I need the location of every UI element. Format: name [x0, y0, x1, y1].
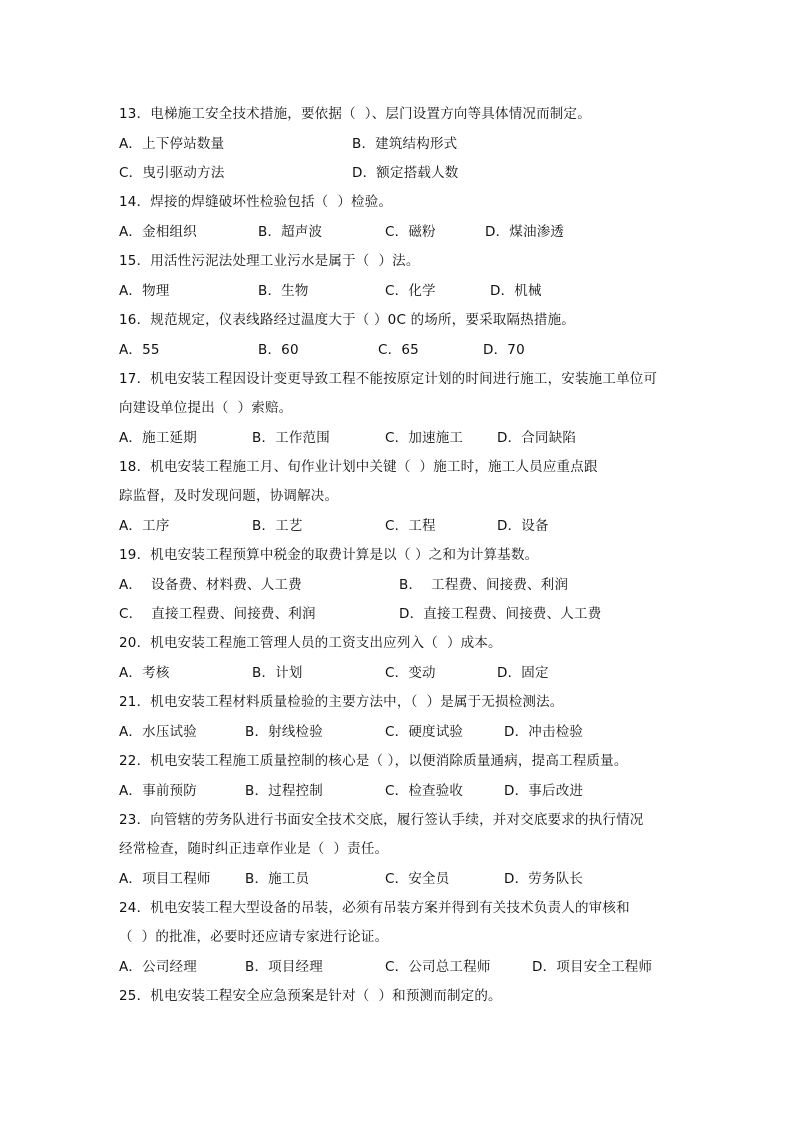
question-19-option-c: C． 直接工程费、间接费、利润 [119, 606, 316, 622]
question-23-option-b: B．施工员 [245, 871, 310, 887]
question-16-stem: 16．规范规定，仪表线路经过温度大于（ ）0C 的场所，要采取隔热措施。 [119, 312, 575, 328]
question-15-option-c: C．化学 [385, 283, 436, 299]
question-22-stem: 22．机电安装工程施工质量控制的核心是（ ），以便消除质量通病，提高工程质量。 [119, 753, 628, 769]
question-19-option-a: A． 设备费、材料费、人工费 [119, 577, 302, 593]
question-20-option-b: B．计划 [252, 665, 303, 681]
question-18-stem-line-2: 踪监督，及时发现问题，协调解决。 [119, 488, 339, 504]
question-15-option-a: A．物理 [119, 283, 170, 299]
question-13-option-d: D．额定搭载人数 [352, 165, 459, 181]
question-18-option-c: C．工程 [385, 518, 436, 534]
question-23-option-c: C．安全员 [385, 871, 450, 887]
question-19-stem: 19．机电安装工程预算中税金的取费计算是以（ ）之和为计算基数。 [119, 547, 539, 563]
question-18-option-b: B．工艺 [252, 518, 303, 534]
question-13-option-a: A．上下停站数量 [119, 136, 225, 152]
question-18-option-d: D．设备 [497, 518, 549, 534]
question-15-option-d: D．机械 [490, 283, 542, 299]
question-18-option-a: A．工序 [119, 518, 170, 534]
question-17-option-c: C．加速施工 [385, 430, 464, 446]
question-14-stem: 14．焊接的焊缝破坏性检验包括（ ）检验。 [119, 194, 393, 210]
question-21-option-d: D．冲击检验 [504, 724, 584, 740]
question-15-option-b: B．生物 [258, 283, 309, 299]
question-18-stem-line-1: 18．机电安装工程施工月、旬作业计划中关键（ ）施工时，施工人员应重点跟 [119, 459, 598, 475]
question-21-stem: 21．机电安装工程材料质量检验的主要方法中，（ ）是属于无损检测法。 [119, 694, 564, 710]
question-13-option-c: C．曳引驱动方法 [119, 165, 225, 181]
question-17-stem-line-1: 17．机电安装工程因设计变更导致工程不能按原定计划的时间进行施工，安装施工单位可 [119, 371, 658, 387]
question-24-option-b: B．项目经理 [245, 959, 323, 975]
question-23-stem-line-1: 23．向管辖的劳务队进行书面安全技术交底，履行签认手续，并对交底要求的执行情况 [119, 812, 644, 828]
question-13-stem: 13．电梯施工安全技术措施，要依据（ ）、层门设置方向等具体情况而制定。 [119, 106, 591, 122]
question-14-option-a: A．金相组织 [119, 224, 197, 240]
question-16-option-a: A．55 [119, 342, 160, 358]
question-17-option-a: A．施工延期 [119, 430, 197, 446]
question-24-option-a: A．公司经理 [119, 959, 197, 975]
question-21-option-b: B．射线检验 [245, 724, 323, 740]
question-23-option-d: D．劳务队长 [504, 871, 584, 887]
question-20-option-d: D．固定 [497, 665, 549, 681]
question-21-option-a: A．水压试验 [119, 724, 197, 740]
question-13-option-b: B．建筑结构形式 [352, 136, 458, 152]
question-19-option-d: D．直接工程费、间接费、人工费 [399, 606, 602, 622]
question-24-stem-line-1: 24．机电安装工程大型设备的吊装，必须有吊装方案并得到有关技术负责人的审核和 [119, 900, 630, 916]
question-23-stem-line-2: 经常检查，随时纠正违章作业是（ ）责任。 [119, 841, 389, 857]
question-22-option-c: C．检查验收 [385, 783, 464, 799]
question-24-option-c: C．公司总工程师 [385, 959, 491, 975]
question-14-option-d: D．煤油渗透 [485, 224, 565, 240]
question-20-stem: 20．机电安装工程施工管理人员的工资支出应列入（ ）成本。 [119, 635, 502, 651]
question-16-option-c: C．65 [378, 342, 419, 358]
question-17-option-b: B．工作范围 [252, 430, 330, 446]
question-22-option-b: B．过程控制 [245, 783, 323, 799]
question-23-option-a: A．项目工程师 [119, 871, 211, 887]
question-22-option-d: D．事后改进 [504, 783, 584, 799]
question-20-option-a: A．考核 [119, 665, 170, 681]
question-20-option-c: C．变动 [385, 665, 436, 681]
question-16-option-b: B．60 [258, 342, 299, 358]
question-22-option-a: A．事前预防 [119, 783, 197, 799]
question-21-option-c: C．硬度试验 [385, 724, 464, 740]
question-24-stem-line-2: （ ）的批准，必要时还应请专家进行论证。 [119, 929, 389, 945]
question-24-option-d: D．项目安全工程师 [532, 959, 653, 975]
question-17-option-d: D．合同缺陷 [497, 430, 577, 446]
question-17-stem-line-2: 向建设单位提出（ ）索赔。 [119, 400, 293, 416]
question-14-option-c: C．磁粉 [385, 224, 436, 240]
question-16-option-d: D．70 [483, 342, 525, 358]
question-19-option-b: B． 工程费、间接费、利润 [399, 577, 569, 593]
question-25-stem: 25．机电安装工程安全应急预案是针对（ ）和预测而制定的。 [119, 988, 502, 1004]
question-14-option-b: B．超声波 [258, 224, 323, 240]
question-15-stem: 15．用活性污泥法处理工业污水是属于（ ）法。 [119, 253, 420, 269]
